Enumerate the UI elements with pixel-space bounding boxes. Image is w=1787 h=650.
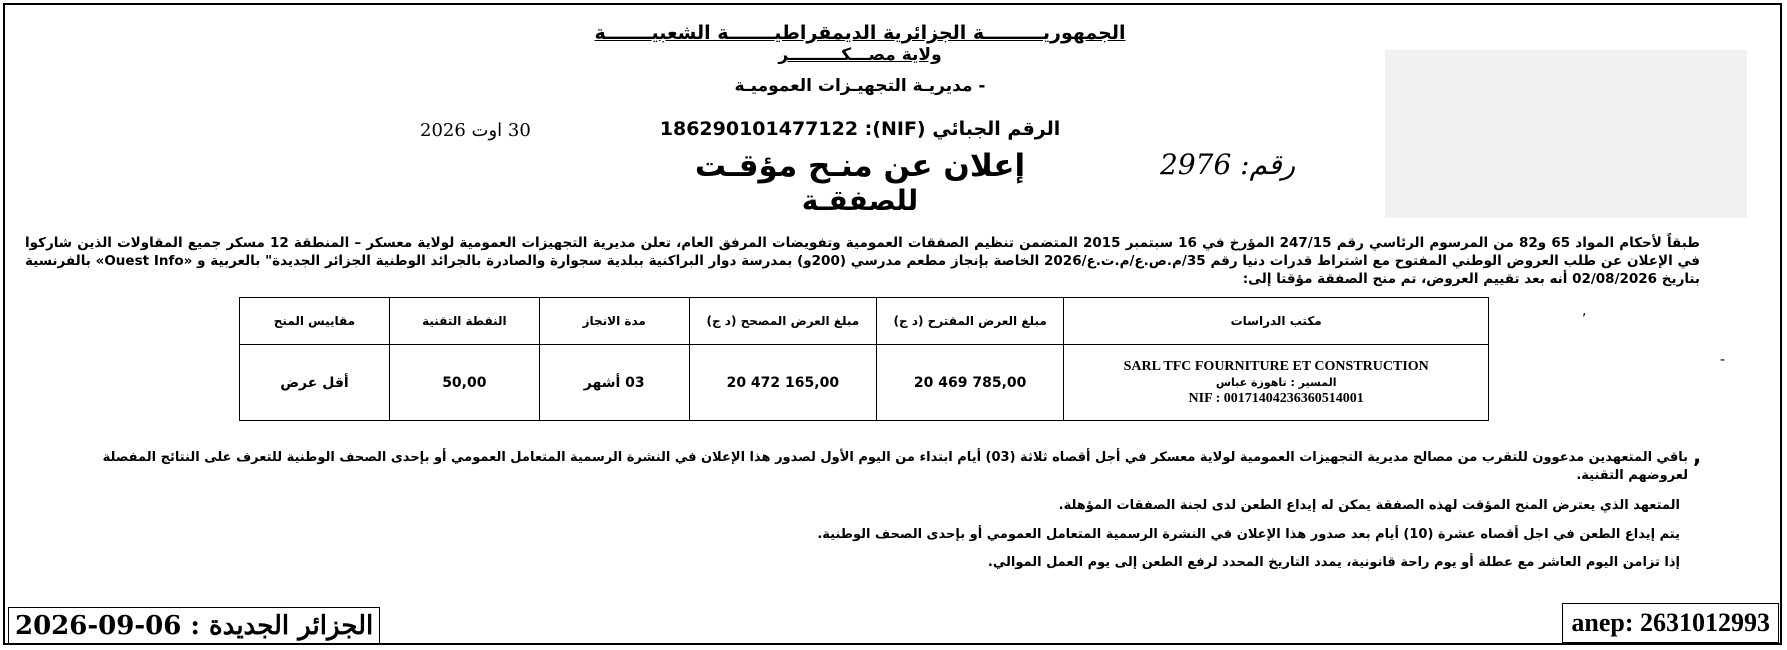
company-name: SARL TFC FOURNITURE ET CONSTRUCTION xyxy=(1123,358,1429,374)
corrected-amount: 20 472 165,00 xyxy=(689,345,876,421)
image-placeholder xyxy=(1385,50,1747,218)
table-header-row xyxy=(240,298,1489,345)
announcement-subtitle: للصفقـة xyxy=(801,184,919,217)
holiday-paragraph: إذا تزامن اليوم العاشر مع عطلة أو يوم راحة قانونية، يمدد التاريخ المحدد لرفع الطعن إلى يوم العمل الموالي. xyxy=(987,555,1680,570)
criteria-value: أقل عرض xyxy=(240,345,390,421)
header-corrected: مبلغ العرض المصحح (د ج) xyxy=(689,298,876,345)
appeal-paragraph: المتعهد الذي يعترض المنح المؤقت لهذه الصفقة يمكن له إيداع الطعن لدى لجنة الصفقات المؤهلة. xyxy=(1058,498,1680,513)
header-proposed: مبلغ العرض المقترح (د ج) xyxy=(877,298,1064,345)
bullet-mark: , xyxy=(1693,444,1702,469)
republic-header: الجمهوريـــــــــة الجزائرية الديمقراطيـــــــة الشعبيـــــــة xyxy=(594,22,1126,44)
mark-dash: - xyxy=(1720,352,1726,368)
proposed-amount: 20 469 785,00 xyxy=(877,345,1064,421)
tax-number: الرقم الجبائي (NIF): 186290101477122 xyxy=(659,118,1061,140)
announcement-title: إعلان عن منـح مؤقـت xyxy=(694,148,1026,184)
header-criteria: مقاييس المنح xyxy=(240,298,390,345)
award-table xyxy=(239,297,1489,421)
mark-dot: , xyxy=(1582,303,1587,319)
company-cell xyxy=(1064,345,1489,421)
table-row xyxy=(240,345,1489,421)
anep-number: anep: 2631012993 xyxy=(1562,603,1779,643)
header-score: النقطة التقنية xyxy=(389,298,539,345)
wilaya-header: ولاية مصـــكـــــــــر xyxy=(778,45,942,65)
newspaper-date: الجزائر الجديدة : 06-09-2026 xyxy=(8,607,380,645)
company-nif: NIF : 00171404236360514001 xyxy=(1188,390,1364,406)
bidders-paragraph: باقي المتعهدين مدعوون للتقرب من مصالح مديرية التجهيزات العمومية لولاية معسكر في أجل أقصاه ثلاثة (03) أيام ابتداء من اليوم الأول لصدور هذا الإعلان في النشرة الرسمية المتعامل العمومي أو بإحدى الصحف الوطنية للتعرف على النتائج المفصلة لعروضهم التقنية. xyxy=(102,450,1688,483)
header-office: مكتب الدراسات xyxy=(1064,298,1489,345)
score-value: 50,00 xyxy=(389,345,539,421)
directorate-header: - مديريـة التجهيـزات العموميـة xyxy=(734,76,986,96)
header-duration: مدة الانجاز xyxy=(539,298,689,345)
intro-paragraph: طبقاً لأحكام المواد 65 و82 من المرسوم الرئاسي رقم 247/15 المؤرخ في 16 سبتمبر 2015 المتضمن تنظيم الصفقات العمومية وتفويضات المرفق العام، تعلن مديرية التجهيزات العمومية لولاية معسكر – المنطقة 12 مسكر جميع المقاولات الذين شاركوا في الإعلان عن طلب العروض الوطني المفتوح مع اشتراط قدرات دنيا رقم 35/م.ص.ع/م.ت.ع/2026 الخاصة بإنجاز مطعم مدرسي (200و) بمدرسة دوار البراكنية ببلدية سجوارة والصادرة بالجرائد الوطنية الجزائر الجديدة" بالعربية و «Ouest Info» بالفرنسية بتاريخ 02/08/2026 أنه بعد تقييم العروض، تم منح الصفقة مؤقتا إلى: xyxy=(25,235,1700,287)
handwritten-reference: رقم: 2976 xyxy=(1160,148,1296,181)
appeal-deadline-paragraph: يتم إيداع الطعن في اجل أقصاه عشرة (10) أيام بعد صدور هذا الإعلان في النشرة الرسمية المتعامل العمومي أو بإحدى الصحف الوطنية. xyxy=(817,527,1680,542)
handwritten-date: 30 اوت 2026 xyxy=(420,120,531,141)
company-manager: المسير : تاهوزة عباس xyxy=(1215,375,1337,389)
duration-value: 03 أشهر xyxy=(539,345,689,421)
